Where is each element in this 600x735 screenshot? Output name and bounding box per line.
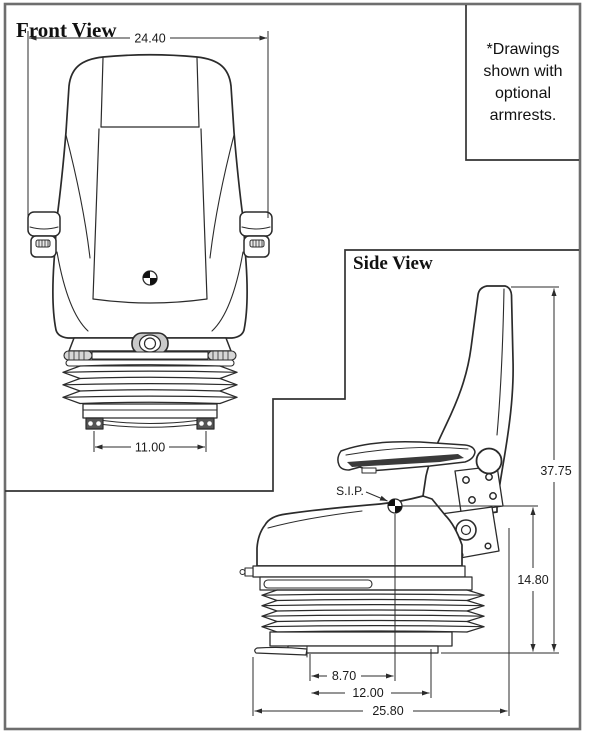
front-seat-outline xyxy=(53,55,247,338)
sip-target-icon xyxy=(388,499,402,513)
front-base-box xyxy=(83,404,217,418)
side-base-front-value: 8.70 xyxy=(331,669,357,683)
front-spring-right xyxy=(208,351,236,360)
side-base-step xyxy=(288,646,438,653)
sip-label: S.I.P. xyxy=(336,484,364,498)
side-sip-height-value: 14.80 xyxy=(517,573,549,587)
side-bellows xyxy=(262,590,484,632)
front-view-title: Front View xyxy=(16,18,117,42)
side-suspension xyxy=(240,566,484,657)
front-armrest-left xyxy=(28,212,60,257)
side-slide-lever xyxy=(264,580,372,588)
armrest-note xyxy=(466,5,580,160)
note-line-1: *Drawings xyxy=(486,40,560,58)
side-depth-value: 25.80 xyxy=(372,704,404,718)
side-recline-knob xyxy=(477,449,502,474)
side-height-value: 37.75 xyxy=(540,464,572,478)
front-base-width-value: 11.00 xyxy=(134,440,166,455)
front-bellows xyxy=(63,365,237,404)
side-front-lever-blade xyxy=(255,647,307,655)
side-adjuster-knob xyxy=(245,568,253,576)
front-cg-target-icon xyxy=(143,271,157,285)
side-view-title: Side View xyxy=(353,253,433,274)
note-line-2: shown with xyxy=(483,62,563,80)
note-line-4: armrests. xyxy=(489,106,557,124)
front-armrest-right xyxy=(240,212,272,257)
front-view-drawing xyxy=(28,55,272,429)
side-base-box xyxy=(270,632,452,646)
front-width-value: 24.40 xyxy=(134,31,166,46)
sip-leader-line xyxy=(366,492,388,501)
front-suspension xyxy=(63,333,237,429)
front-feet xyxy=(86,418,214,429)
front-spring-left xyxy=(64,351,92,360)
side-base-value: 12.00 xyxy=(352,686,384,700)
side-upper-bracket xyxy=(455,466,503,512)
side-view-drawing xyxy=(240,286,513,657)
note-line-3: optional xyxy=(494,84,552,102)
